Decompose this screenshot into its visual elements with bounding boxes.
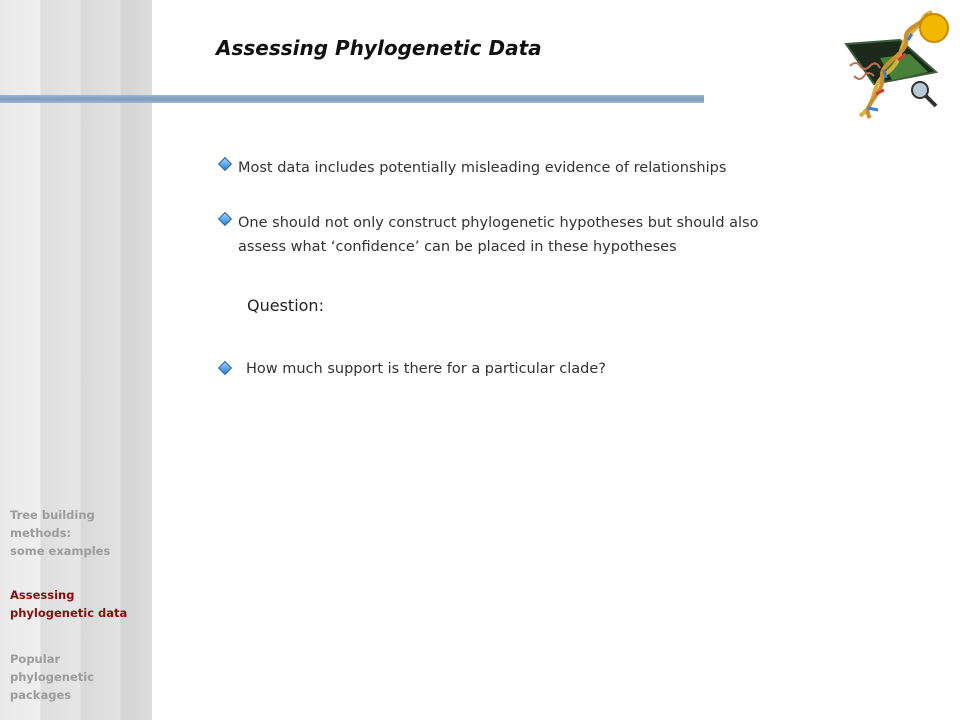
question-label: Question: xyxy=(247,296,324,315)
bullet-text-line2: assess what ‘confidence’ can be placed in these hypotheses xyxy=(238,239,677,255)
nav-item-line: Popular xyxy=(10,652,61,666)
nav-item-line: some examples xyxy=(10,544,111,558)
title-rule xyxy=(0,95,704,103)
nav-item-popular-packages[interactable] xyxy=(10,650,94,704)
diamond-bullet-icon xyxy=(218,212,232,226)
bullet-text: How much support is there for a particular clade? xyxy=(246,361,606,377)
bullet-text-line1: One should not only construct phylogenetic hypotheses but should also xyxy=(238,215,759,231)
nav-item-line: methods: xyxy=(10,526,72,540)
nav-item-line: packages xyxy=(10,688,72,702)
nav-item-line: phylogenetic data xyxy=(10,606,128,620)
bullet-text: Most data includes potentially misleading evidence of relationships xyxy=(238,160,727,176)
diamond-bullet-icon xyxy=(218,361,232,375)
nav-item-assessing[interactable] xyxy=(10,586,127,622)
dna-logo-icon xyxy=(840,6,952,122)
diamond-bullet-icon xyxy=(218,157,232,171)
nav-item-line: phylogenetic xyxy=(10,670,95,684)
nav-item-line: Tree building xyxy=(10,508,95,522)
nav-item-tree-building[interactable] xyxy=(10,506,110,560)
nav-item-line: Assessing xyxy=(10,588,75,602)
page-title: Assessing Phylogenetic Data xyxy=(216,36,542,60)
